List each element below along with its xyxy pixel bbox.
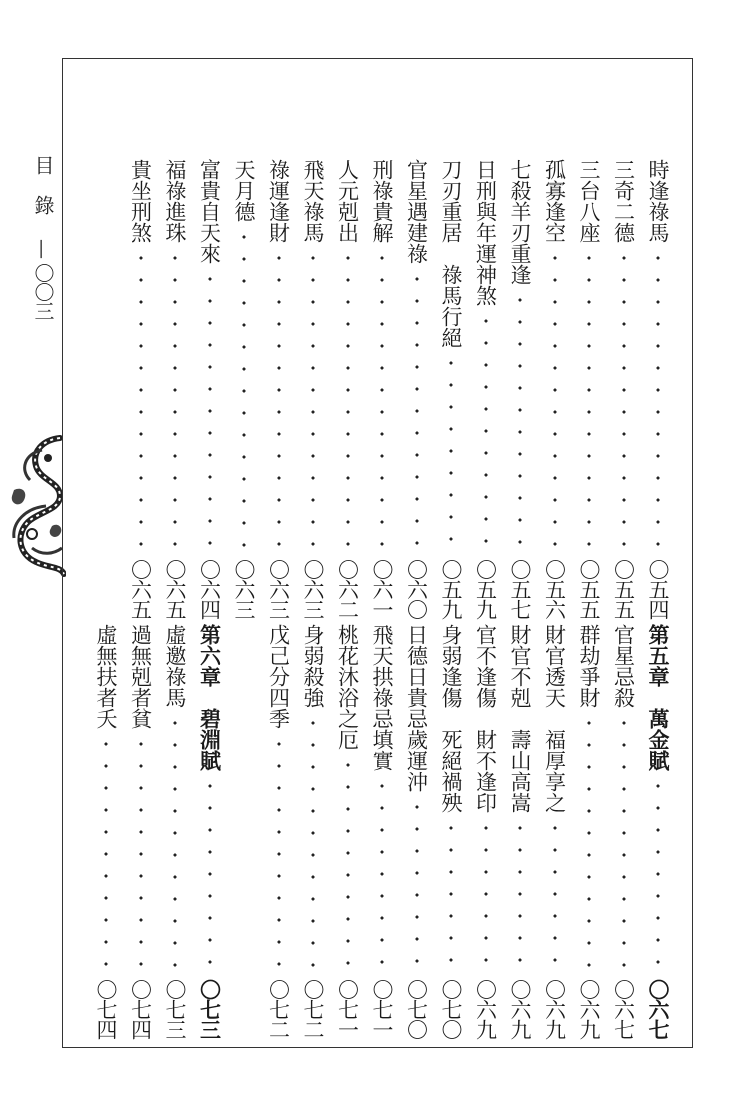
toc-entry-page-number: 〇五六 — [542, 559, 567, 619]
toc-entry-page-number: 〇七三 — [197, 979, 223, 1039]
dot-leader — [575, 247, 603, 555]
toc-entry-title: 過無剋者貧 — [128, 624, 153, 729]
toc-entry-page-number: 〇六一 — [370, 559, 394, 619]
toc-entry-title: 三台八座 — [577, 159, 601, 243]
toc-entry-title: 官星遇建祿 — [404, 159, 429, 264]
toc-frame — [62, 58, 693, 1048]
toc-entry-title: 身弱逢傷 死絕禍殃 — [439, 624, 463, 813]
toc-entry[interactable] — [196, 159, 224, 619]
toc-entry-page-number: 〇六三 — [301, 559, 325, 619]
dot-leader — [610, 712, 638, 975]
toc-entry-page-number: 〇六九 — [577, 979, 601, 1039]
toc-entry[interactable] — [506, 624, 534, 1039]
toc-entry[interactable] — [368, 159, 396, 619]
toc-entry[interactable] — [575, 159, 603, 619]
toc-entry-title: 財官透天 福厚享之 — [542, 624, 567, 813]
toc-entry-title: 富貴自天來 — [197, 159, 222, 264]
dot-leader — [92, 733, 120, 975]
toc-entry[interactable] — [472, 159, 500, 619]
toc-entry-page-number: 〇六二 — [335, 559, 360, 619]
toc-entry[interactable] — [506, 159, 534, 619]
dot-leader — [196, 775, 224, 975]
toc-entry-title: 日德日貴忌歲運沖 — [404, 624, 429, 792]
toc-entry-page-number: 〇六〇 — [404, 559, 429, 619]
dragon-ornament-icon — [2, 430, 66, 580]
dot-leader — [265, 247, 293, 555]
toc-entry-page-number: 〇七四 — [128, 979, 153, 1039]
toc-entry-title: 貴坐刑煞 — [128, 159, 153, 243]
toc-entry-page-number: 〇六七 — [646, 979, 671, 1039]
toc-entry[interactable] — [265, 624, 293, 1039]
toc-entry[interactable] — [610, 624, 638, 1039]
toc-top-section — [63, 159, 692, 619]
toc-entry-page-number: 〇六九 — [542, 979, 567, 1039]
toc-entry-title: 桃花沐浴之厄 — [335, 624, 360, 750]
chapter-heading[interactable] — [196, 624, 224, 1039]
dot-leader — [644, 247, 672, 555]
toc-entry[interactable] — [127, 159, 155, 619]
toc-entry[interactable] — [437, 624, 465, 1039]
dot-leader — [437, 352, 465, 555]
dot-leader — [403, 268, 431, 555]
toc-entry-title: 第五章 萬金賦 — [646, 624, 670, 771]
toc-entry-page-number: 〇七二 — [301, 979, 325, 1039]
toc-entry-title: 財官不剋 壽山高嵩 — [508, 624, 532, 813]
toc-entry-title: 福祿進珠 — [163, 159, 187, 243]
toc-entry-title: 三奇二德 — [611, 159, 636, 243]
running-header-label: 目錄 — [31, 155, 55, 235]
toc-entry[interactable] — [610, 159, 638, 619]
running-header-dash: — — [31, 239, 55, 259]
toc-entry[interactable] — [472, 624, 500, 1039]
toc-entry[interactable] — [644, 159, 672, 619]
toc-entry-title: 日刑與年運神煞 — [473, 159, 498, 306]
toc-entry-title: 身弱殺強 — [301, 624, 325, 708]
running-header — [26, 155, 60, 320]
toc-entry[interactable] — [92, 624, 120, 1039]
toc-entry-page-number: 〇七二 — [266, 979, 291, 1039]
toc-entry-page-number: 〇六三 — [266, 559, 291, 619]
toc-entry-title: 刀刃重居 祿馬行絕 — [439, 159, 463, 348]
toc-entry-title: 祿運逢財 — [266, 159, 291, 243]
toc-entry-page-number: 〇五五 — [611, 559, 636, 619]
dot-leader — [161, 712, 189, 975]
toc-entry[interactable] — [299, 159, 327, 619]
dot-leader — [541, 247, 569, 555]
dot-leader — [161, 247, 189, 555]
toc-entry[interactable] — [127, 624, 155, 1039]
dot-leader — [368, 247, 396, 555]
toc-entry[interactable] — [368, 624, 396, 1039]
toc-entry-page-number: 〇七〇 — [404, 979, 429, 1039]
toc-entry[interactable] — [334, 159, 362, 619]
toc-entry-page-number: 〇五四 — [646, 559, 670, 619]
toc-entry-title: 第六章 碧淵賦 — [197, 624, 222, 771]
dot-leader — [506, 817, 534, 975]
toc-entry[interactable] — [265, 159, 293, 619]
toc-entry[interactable] — [161, 159, 189, 619]
toc-entry-title: 刑祿貴解 — [370, 159, 394, 243]
dot-leader — [610, 247, 638, 555]
running-header-page-number: 〇〇三 — [31, 263, 55, 320]
toc-entry[interactable] — [403, 159, 431, 619]
toc-entry[interactable] — [161, 624, 189, 1039]
toc-entry-title: 時逢祿馬 — [646, 159, 670, 243]
dot-leader — [265, 733, 293, 975]
toc-entry-page-number: 〇六五 — [163, 559, 187, 619]
toc-entry-page-number: 〇七四 — [94, 979, 118, 1039]
dot-leader — [334, 247, 362, 555]
toc-entry[interactable] — [299, 624, 327, 1039]
toc-entry[interactable] — [541, 624, 569, 1039]
dot-leader — [437, 817, 465, 975]
toc-entry-title: 官不逢傷 財不逢印 — [473, 624, 498, 813]
toc-entry[interactable] — [575, 624, 603, 1039]
dot-leader — [472, 817, 500, 975]
toc-entry-title: 官星忌殺 — [611, 624, 636, 708]
dot-leader — [541, 817, 569, 975]
toc-entry-title: 孤寡逢空 — [542, 159, 567, 243]
toc-bottom-section — [63, 624, 692, 1039]
dot-leader — [299, 712, 327, 975]
dot-leader — [299, 247, 327, 555]
toc-entry-page-number: 〇六四 — [197, 559, 222, 619]
toc-entry-page-number: 〇七一 — [370, 979, 394, 1039]
toc-entry-page-number: 〇五九 — [439, 559, 463, 619]
toc-entry-title: 天月德 — [232, 159, 256, 222]
toc-entry-title: 飛天拱祿忌填實 — [370, 624, 394, 771]
toc-entry[interactable] — [437, 159, 465, 619]
dot-leader — [196, 268, 224, 555]
toc-entry[interactable] — [541, 159, 569, 619]
toc-entry-title: 虛邀祿馬 — [163, 624, 187, 708]
toc-entry-page-number: 〇六五 — [128, 559, 153, 619]
toc-entry-page-number: 〇七〇 — [439, 979, 463, 1039]
toc-entry-page-number: 〇五五 — [577, 559, 601, 619]
toc-entry-page-number: 〇五七 — [508, 559, 532, 619]
dot-leader — [472, 310, 500, 555]
dot-leader — [368, 775, 396, 975]
chapter-heading[interactable] — [644, 624, 672, 1039]
dot-leader — [334, 754, 362, 975]
toc-entry-title: 人元剋出 — [335, 159, 360, 243]
dot-leader — [506, 289, 534, 555]
toc-entry-page-number: 〇六九 — [473, 979, 498, 1039]
toc-entry-page-number: 〇五九 — [473, 559, 498, 619]
dot-leader — [575, 712, 603, 975]
toc-entry-page-number: 〇七三 — [163, 979, 187, 1039]
toc-entry[interactable] — [334, 624, 362, 1039]
toc-entry[interactable] — [403, 624, 431, 1039]
toc-entry-title: 飛天祿馬 — [301, 159, 325, 243]
dot-leader — [127, 733, 155, 975]
toc-entry-page-number: 〇七一 — [335, 979, 360, 1039]
toc-entry-page-number: 〇六三 — [232, 559, 256, 619]
dot-leader — [127, 247, 155, 555]
toc-entry-title: 戊己分四季 — [266, 624, 291, 729]
toc-entry-title: 群劫爭財 — [577, 624, 601, 708]
toc-entry-page-number: 〇六九 — [508, 979, 532, 1039]
dot-leader — [230, 226, 258, 555]
toc-entry-title: 虛無扶者夭 — [94, 624, 118, 729]
toc-entry-title: 七殺羊刃重逢 — [508, 159, 532, 285]
dot-leader — [403, 796, 431, 975]
toc-entry[interactable] — [230, 159, 258, 619]
toc-entry-page-number: 〇六七 — [611, 979, 636, 1039]
dot-leader — [644, 775, 672, 975]
